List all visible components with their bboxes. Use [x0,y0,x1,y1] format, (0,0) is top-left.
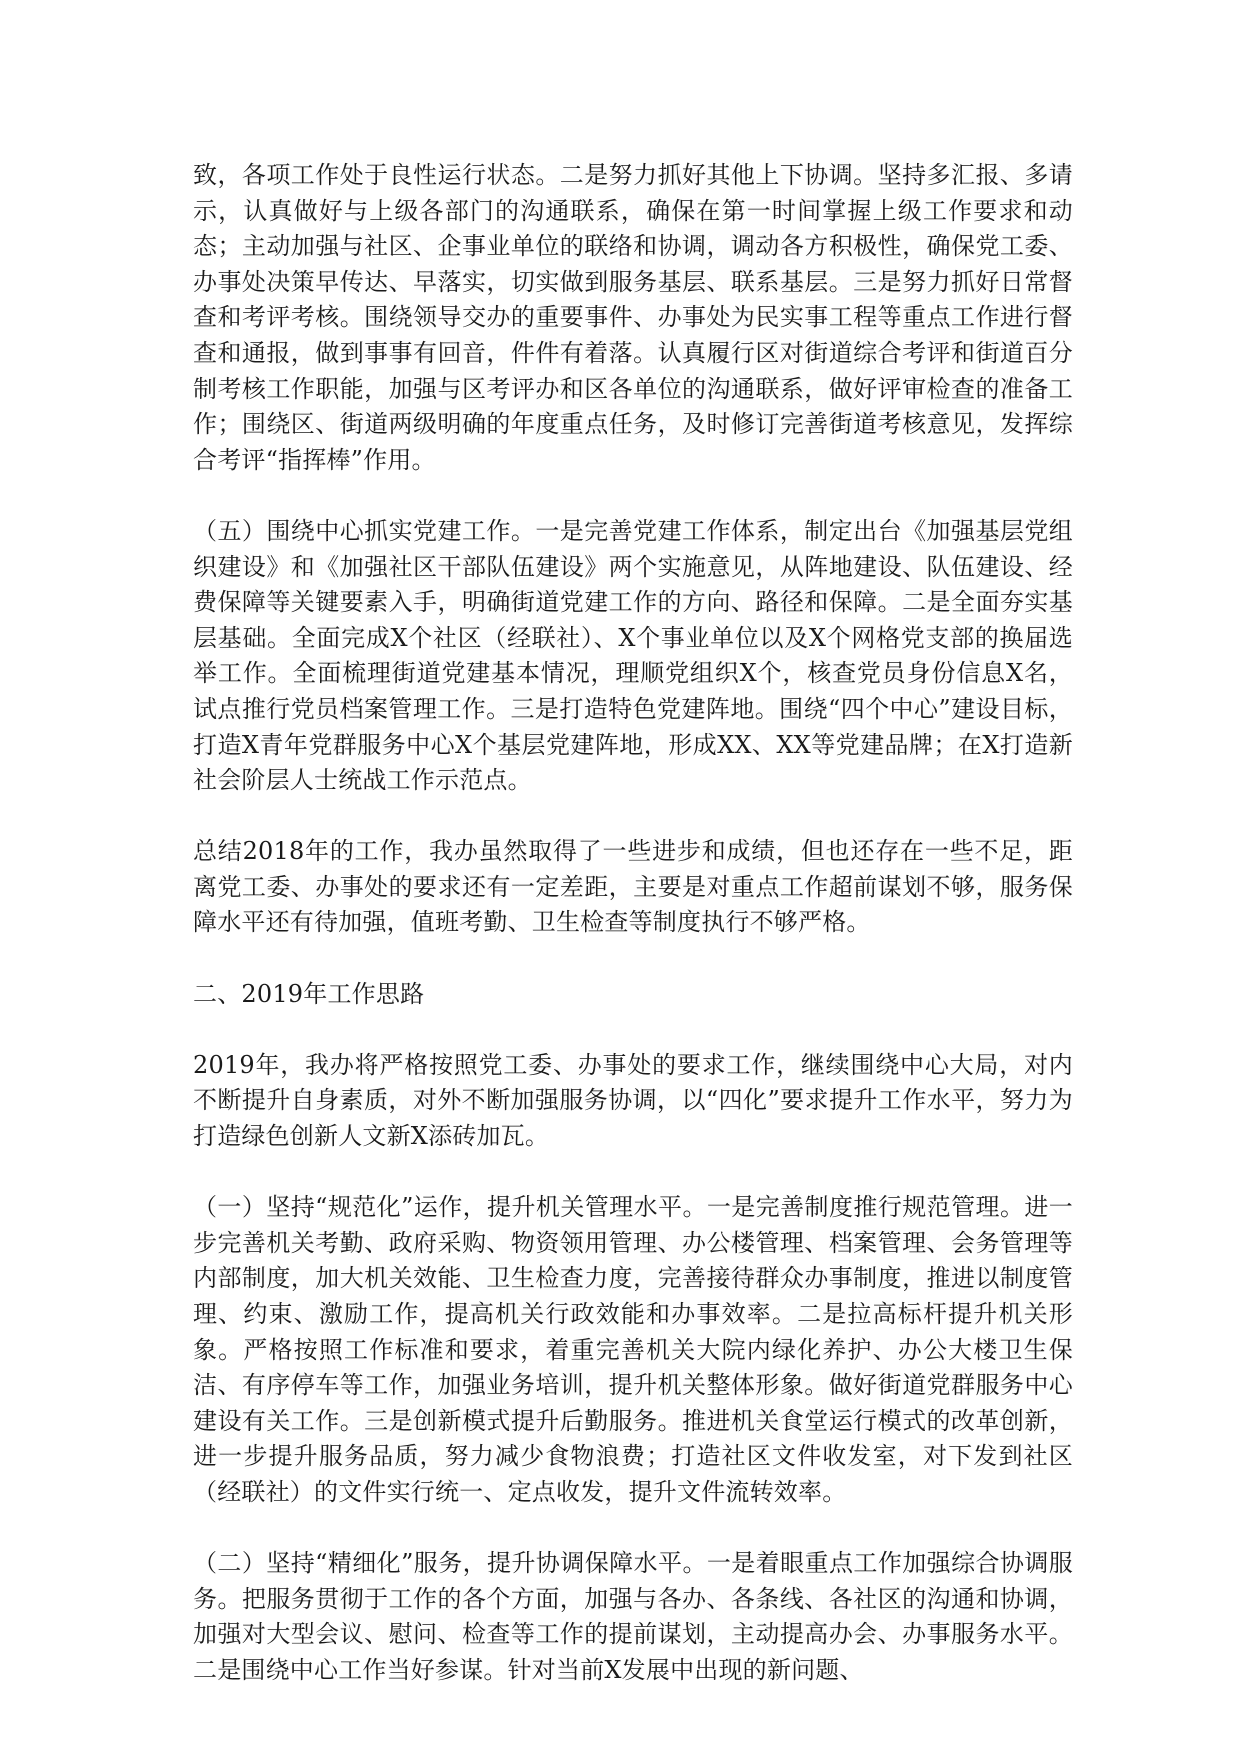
section-heading-2019-plan: 二、2019年工作思路 [193,979,425,1008]
paragraph-2018-summary: 总结2018年的工作，我办虽然取得了一些进步和成绩，但也还存在一些不足，距离党工委、办事处的要求还有一定差距，主要是对重点工作超前谋划不够，服务保障水平还有待加强，值班考勤、卫生检查等制度执行不够严格。 [193,837,1073,937]
paragraph-party-building: （五）围绕中心抓实党建工作。一是完善党建工作体系，制定出台《加强基层党组织建设》和《加强社区干部队伍建设》两个实施意见，从阵地建设、队伍建设、经费保障等关键要素入手，明确街道党建工作的方向、路径和保障。二是全面夯实基层基础。全面完成X个社区（经联社）、X个事业单位以及X个网格党支部的换届选举工作。全面梳理街道党建基本情况，理顺党组织X个，核查党员身份信息X名，试点推行党员档案管理工作。三是打造特色党建阵地。围绕“四个中心”建设目标，打造X青年党群服务中心X个基层党建阵地，形成XX、XX等党建品牌；在X打造新社会阶层人士统战工作示范点。 [193,516,1073,795]
paragraph-coordination-supervision: 致，各项工作处于良性运行状态。二是努力抓好其他上下协调。坚持多汇报、多请示，认真做好与上级各部门的沟通联系，确保在第一时间掌握上级工作要求和动态；主动加强与社区、企事业单位的联络和协调，调动各方积极性，确保党工委、办事处决策早传达、早落实，切实做到服务基层、联系基层。三是努力抓好日常督查和考评考核。围绕领导交办的重要事件、办事处为民实事工程等重点工作进行督查和通报，做到事事有回音，件件有着落。认真履行区对街道综合考评和街道百分制考核工作职能，加强与区考评办和区各单位的沟通联系，做好评审检查的准备工作；围绕区、街道两级明确的年度重点任务，及时修订完善街道考核意见，发挥综合考评“指挥棒”作用。 [193,161,1073,474]
paragraph-standardization: （一）坚持“规范化”运作，提升机关管理水平。一是完善制度推行规范管理。进一步完善机关考勤、政府采购、物资领用管理、办公楼管理、档案管理、会务管理等内部制度，加大机关效能、卫生检查力度，完善接待群众办事制度，推进以制度管理、约束、激励工作，提高机关行政效能和办事效率。二是拉高标杆提升机关形象。严格按照工作标准和要求，着重完善机关大院内绿化养护、办公大楼卫生保洁、有序停车等工作，加强业务培训，提升机关整体形象。做好街道党群服务中心建设有关工作。三是创新模式提升后勤服务。推进机关食堂运行模式的改革创新，进一步提升服务品质，努力减少食物浪费；打造社区文件收发室，对下发到社区（经联社）的文件实行统一、定点收发，提升文件流转效率。 [193,1193,1073,1506]
paragraph-refined-service: （二）坚持“精细化”服务，提升协调保障水平。一是着眼重点工作加强综合协调服务。把服务贯彻于工作的各个方面，加强与各办、各条线、各社区的沟通和协调，加强对大型会议、慰问、检查等工作的提前谋划，主动提高办会、办事服务水平。二是围绕中心工作当好参谋。针对当前X发展中出现的新问题、 [193,1549,1073,1684]
paragraph-2019-overview: 2019年，我办将严格按照党工委、办事处的要求工作，继续围绕中心大局，对内不断提升自身素质，对外不断加强服务协调，以“四化”要求提升工作水平，努力为打造绿色创新人文新X添砖加瓦。 [193,1050,1073,1151]
document-body [193,158,1073,1689]
